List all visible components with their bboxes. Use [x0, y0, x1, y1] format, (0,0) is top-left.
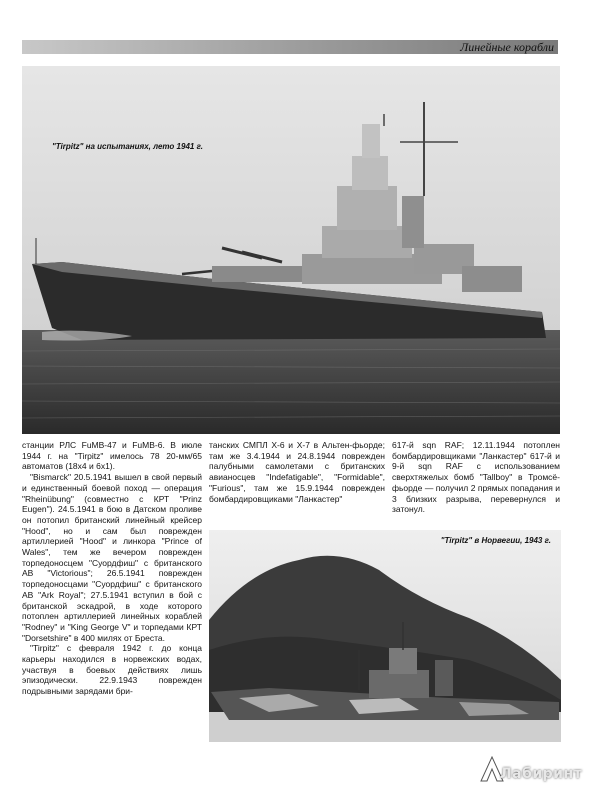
photo-tirpitz-norway	[209, 530, 561, 742]
text-column-2	[209, 440, 385, 504]
header-bar	[22, 40, 558, 54]
paragraph: 617-й sqn RAF; 12.11.1944 потоплен бомбардировщиками "Ланкастер" 617-й и 9-й sqn RAF с использованием сверхтяжелых бомб "Tallboy" в Тромсё-фьорде — получил 2 прямых попадания и 3 близких разрыва, перевернулся и затонул.	[392, 440, 560, 515]
photo-caption-trials: "Tirpitz" на испытаниях, лето 1941 г.	[52, 142, 203, 151]
paragraph: "Bismarck" 20.5.1941 вышел в свой первый и единственный боевой поход — операция "Rheinübung" (совместно с КРТ "Prinz Eugen"). 24.5.1941 в бою в Датском проливе он потопил британский линейный крейсер "Hood", но и сам был поврежден артиллерией "Hood" и линкора "Prince of Wales", тем же вечером поврежден торпедоносцем "Суордфиш" с британского АВ "Victorious"; 26.5.1941 поврежден торпедоносцами "Суордфиш" с британского АВ "Ark Royal"; 27.5.1941 вступил в бой с британской эскадрой, в ходе которого потоплен артиллерией линейных кораблей "Rodney" и "King George V" и торпедами КРТ "Dorsetshire" в 400 милях от Бреста.	[22, 472, 202, 643]
labirint-logo	[478, 752, 596, 786]
text-column-1	[22, 440, 202, 697]
paragraph: "Tirpitz" с февраля 1942 г. до конца карьеры находился в норвежских водах, участвуя в боевых действиях лишь эпизодически. 22.9.1943 поврежден подрывными зарядами бри-	[22, 643, 202, 697]
photo-tirpitz-norway-image	[209, 530, 561, 742]
text-column-3	[392, 440, 560, 515]
page-header-title: Линейные корабли	[460, 40, 554, 54]
labirint-logo-text: Лабиринт	[500, 766, 583, 782]
paragraph: станции РЛС FuMB-47 и FuMB-6. В июле 1944 г. на "Tirpitz" имелось 78 20-мм/65 автоматов (18х4 и 6х1).	[22, 440, 202, 472]
photo-caption-norway: "Tirpitz" в Норвегии, 1943 г.	[440, 536, 551, 545]
paragraph: танских СМПЛ Х-6 и Х-7 в Альтен-фьорде; там же 3.4.1944 и 24.8.1944 поврежден палубными самолетами с британских авианосцев "Indefatigable", "Formidable", "Furious", там же 15.9.1944 поврежден бомбардировщиками "Ланкастер"	[209, 440, 385, 504]
photo-tirpitz-trials	[22, 66, 560, 434]
photo-tirpitz-trials-image	[22, 66, 560, 434]
